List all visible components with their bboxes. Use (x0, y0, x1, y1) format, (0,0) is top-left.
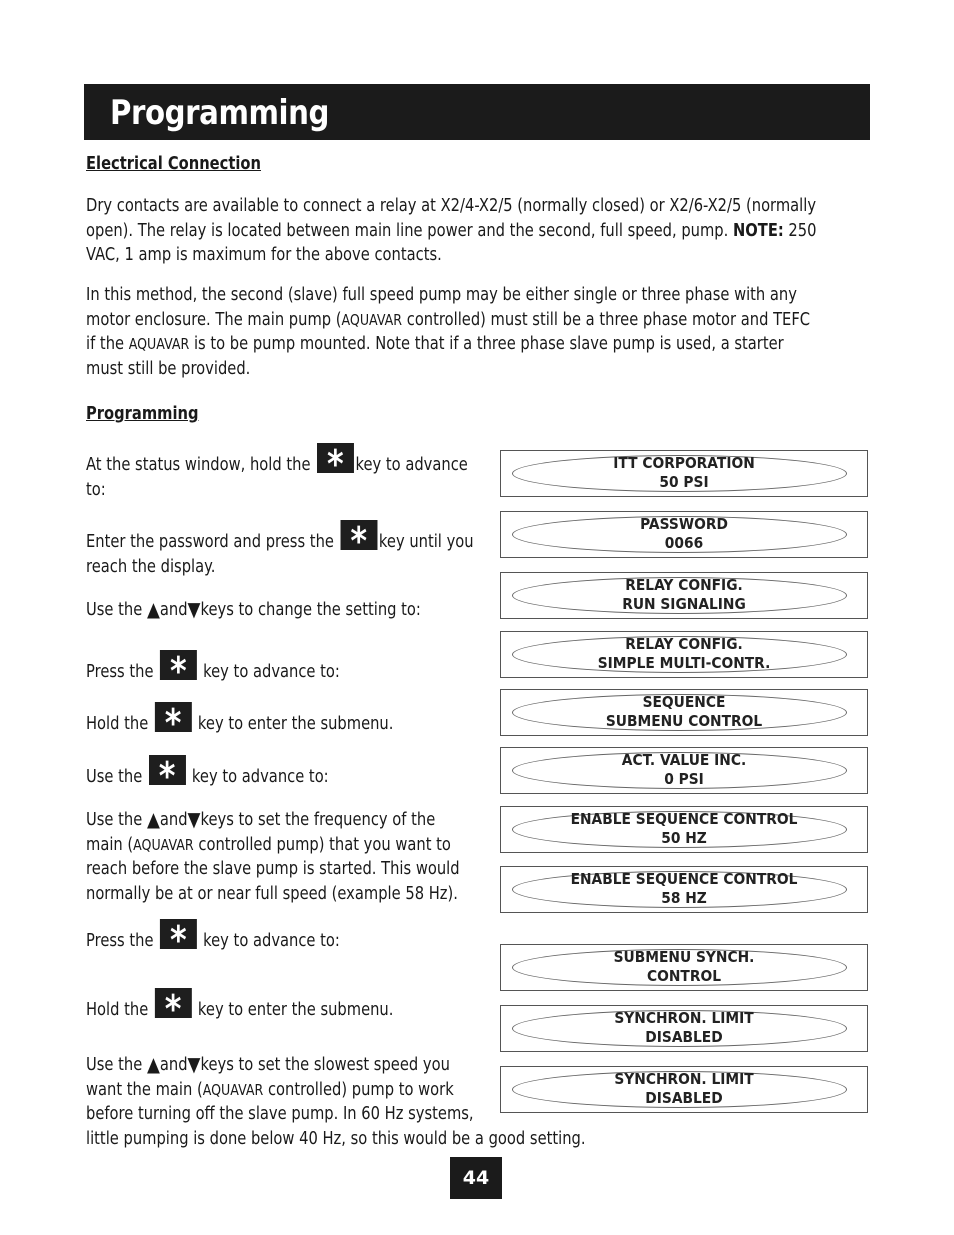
step-10-text: Use the ▲and▼keys to set the slowest speed you want the main (AQUAVAR controlled) pump to work before turning off the slave pump. In 60 Hz systems, little pumping is done below 40 Hz, so this would be a good setting. (86, 1052, 586, 1149)
lcd-line-2: CONTROL (647, 967, 721, 985)
lcd-line-2: 50 PSI (659, 473, 709, 491)
step-7-text: Use the ▲and▼keys to set the frequency of the main (AQUAVAR controlled pump) that you want to reach before the slave pump is started. This would normally be at or near full speed (example 58 Hz). (86, 807, 460, 904)
section-heading-programming: Programming (86, 404, 199, 424)
step-3-text: Use the ▲and▼keys to change the setting to: (86, 597, 421, 621)
lcd-line-2: 0 PSI (664, 770, 704, 788)
step-4-text: Press the * key to advance to: (86, 649, 340, 693)
lcd-line-2: SUBMENU CONTROL (605, 712, 763, 730)
up-arrow-icon: ▲ (146, 1052, 160, 1076)
down-arrow-icon: ▼ (187, 597, 201, 621)
lcd-line-2: SIMPLE MULTI-CONTR. (597, 654, 771, 672)
lcd-line-2: RUN SIGNALING (622, 595, 746, 613)
lcd-line-1: ENABLE SEQUENCE CONTROL (570, 870, 798, 888)
asterisk-key-icon: * (149, 755, 186, 785)
section-heading-electrical: Electrical Connection (86, 154, 262, 174)
lcd-display (500, 944, 868, 991)
lcd-line-1: SEQUENCE (642, 693, 726, 711)
lcd-line-2: 0066 (664, 534, 704, 552)
lcd-display (500, 747, 868, 794)
asterisk-key-icon: * (160, 919, 197, 949)
down-arrow-icon: ▼ (187, 807, 201, 831)
lcd-line-1: ENABLE SEQUENCE CONTROL (570, 810, 798, 828)
paragraph-electrical-1: Dry contacts are available to connect a relay at X2/4-X2/5 (normally closed) or X2/6-X2/5 (normally open). The relay is located between main line power and the second, full speed, pump. NOTE: 250 VAC, 1 amp is maximum for the above contacts. (86, 196, 817, 265)
lcd-line-1: SUBMENU SYNCH. (613, 948, 755, 966)
page-number: 44 (450, 1157, 502, 1199)
asterisk-key-icon: * (317, 443, 354, 473)
lcd-display (500, 1066, 868, 1113)
step-1-text: At the status window, hold the * key to advance to: (86, 442, 468, 500)
lcd-display (500, 1005, 868, 1052)
lcd-line-2: DISABLED (645, 1089, 723, 1107)
step-6-text: Use the * key to advance to: (86, 754, 329, 798)
lcd-line-2: 58 HZ (661, 889, 707, 907)
asterisk-key-icon: * (160, 650, 197, 680)
lcd-line-1: SYNCHRON. LIMIT (614, 1070, 754, 1088)
lcd-display (500, 866, 868, 913)
lcd-display (500, 631, 868, 678)
down-arrow-icon: ▼ (187, 1052, 201, 1076)
lcd-display (500, 689, 868, 736)
lcd-line-1: ITT CORPORATION (613, 454, 755, 472)
lcd-line-1: RELAY CONFIG. (625, 635, 743, 653)
asterisk-key-icon: * (155, 702, 192, 732)
lcd-line-2: DISABLED (645, 1028, 723, 1046)
asterisk-key-icon: * (155, 988, 192, 1018)
step-2-text: Enter the password and press the * key until you reach the display. (86, 519, 474, 577)
lcd-display (500, 511, 868, 558)
lcd-display (500, 450, 868, 497)
lcd-display (500, 806, 868, 853)
lcd-line-1: ACT. VALUE INC. (621, 751, 747, 769)
up-arrow-icon: ▲ (146, 807, 160, 831)
lcd-line-1: RELAY CONFIG. (625, 576, 743, 594)
lcd-display (500, 572, 868, 619)
paragraph-electrical-2: In this method, the second (slave) full speed pump may be either single or three phase with any motor enclosure. The main pump (AQUAVAR controlled) must still be a three phase motor and TEFC if the AQUAVAR is to be pump mounted. Note that if a three phase slave pump is used, a starter must still be provided. (86, 285, 811, 379)
title-banner (84, 84, 870, 140)
up-arrow-icon: ▲ (146, 597, 160, 621)
lcd-line-1: SYNCHRON. LIMIT (614, 1009, 754, 1027)
step-8-text: Press the * key to advance to: (86, 918, 340, 962)
step-9-text: Hold the * key to enter the submenu. (86, 987, 394, 1031)
lcd-line-1: PASSWORD (640, 515, 728, 533)
step-5-text: Hold the * key to enter the submenu. (86, 701, 394, 745)
lcd-line-2: 50 HZ (661, 829, 707, 847)
asterisk-key-icon: * (340, 520, 377, 550)
page-title: Programming (110, 93, 330, 133)
